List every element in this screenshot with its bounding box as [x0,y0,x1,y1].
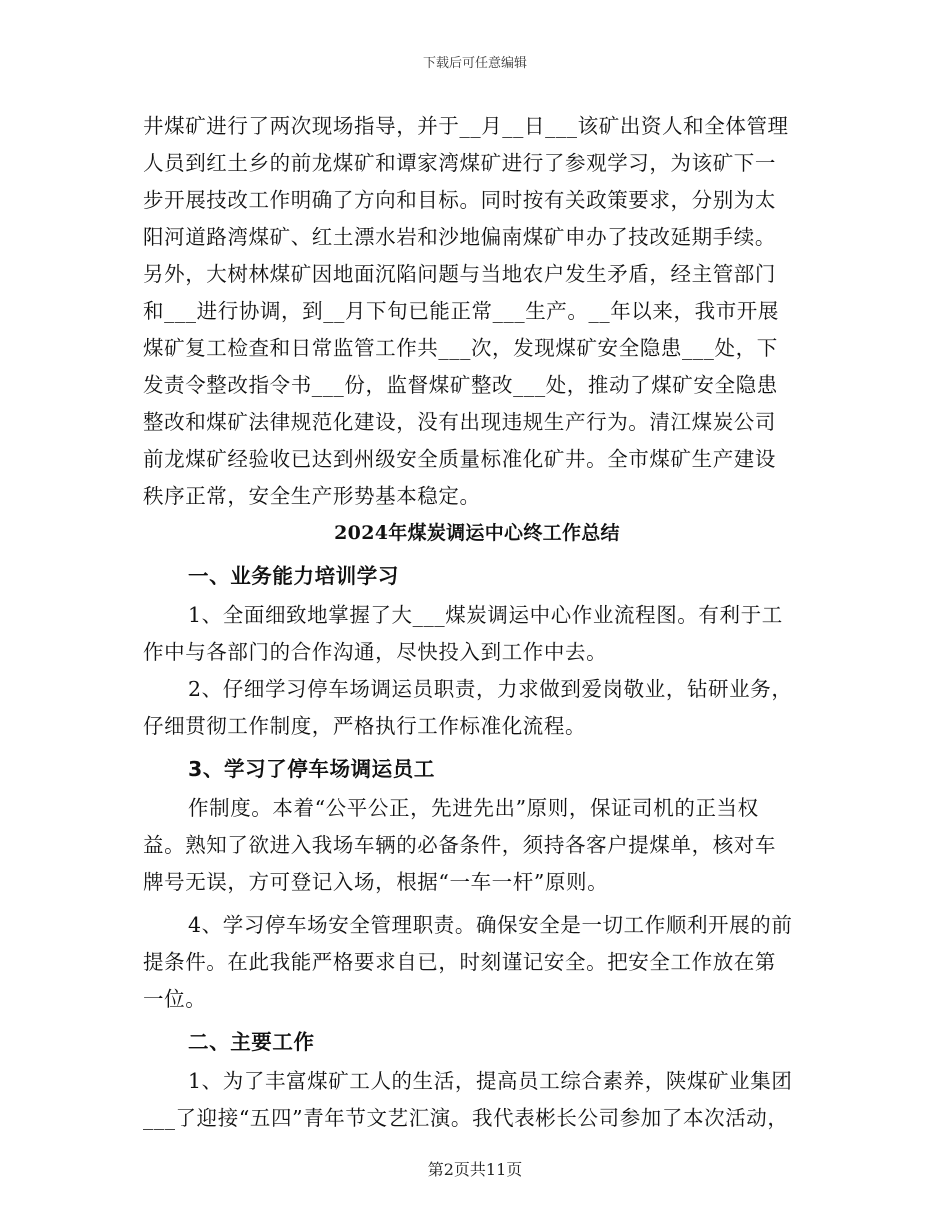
text-line: 作中与各部门的合作沟通，尽快投入到工作中去。 [143,640,608,664]
text-line: ___了迎接“五四”青年节文艺汇演。我代表彬长公司参加了本次活动， [143,1106,789,1130]
text-line: 秩序正常，安全生产形势基本稳定。 [143,484,481,508]
text-line: 整改和煤矿法律规范化建设，没有出现违规生产行为。清江煤炭公司 [143,410,776,434]
text-line: 煤矿复工检查和日常监管工作共___次，发现煤矿安全隐患___处，下 [143,336,778,360]
text-line: 作制度。本着“公平公正，先进先出”原则，保证司机的正当权 [188,796,759,820]
page-header: 下载后可任意编辑 [422,56,527,71]
text-line: 和___进行协调，到__月下旬已能正常___生产。__年以来，我市开展 [143,299,779,323]
text-line: 人员到红土乡的前龙煤矿和谭家湾煤矿进行了参观学习，为该矿下一 [143,151,776,175]
text-line: 另外，大树林煤矿因地面沉陷问题与当地农户发生矛盾，经主管部门 [143,262,776,286]
text-line: 2、仔细学习停车场调运员职责，力求做到爱岗敬业，钻研业务， [188,677,793,701]
text-line: 一位。 [143,987,207,1011]
text-line: 阳河道路湾煤矿、红土漂水岩和沙地偏南煤矿申办了技改延期手续。 [143,225,776,249]
text-line: 1、全面细致地掌握了大___煤炭调运中心作业流程图。有利于工 [188,603,783,627]
text-line: 前龙煤矿经验收已达到州级安全质量标准化矿井。全市煤矿生产建设 [143,447,776,471]
section-heading: 二、主要工作 [188,1030,315,1054]
text-line: 4、学习停车场安全管理职责。确保安全是一切工作顺利开展的前 [188,913,793,937]
section-heading: 一、业务能力培训学习 [188,564,399,588]
text-line: 仔细贯彻工作制度，严格执行工作标准化流程。 [143,714,587,738]
document-title: 2024年煤炭调运中心终工作总结 [334,522,620,544]
subsection-heading: 3、学习了停车场调运员工 [188,757,435,781]
text-line: 益。熟知了欲进入我场车辆的必备条件，须持各客户提煤单，核对车 [143,833,776,857]
text-line: 发责令整改指令书___份，监督煤矿整改___处，推动了煤矿安全隐患 [143,373,778,397]
document-body [143,108,811,1137]
text-line: 井煤矿进行了两次现场指导，并于__月__日___该矿出资人和全体管理 [143,114,789,138]
text-line: 1、为了丰富煤矿工人的生活，提高员工综合素养，陕煤矿业集团 [188,1069,793,1093]
text-line: 提条件。在此我能严格要求自已，时刻谨记安全。把安全工作放在第 [143,950,776,974]
page-footer: 第2页共11页 [427,1160,523,1179]
text-line: 牌号无误，方可登记入场，根据“一车一杆”原则。 [143,870,609,894]
text-line: 步开展技改工作明确了方向和目标。同时按有关政策要求，分别为太 [143,188,776,212]
